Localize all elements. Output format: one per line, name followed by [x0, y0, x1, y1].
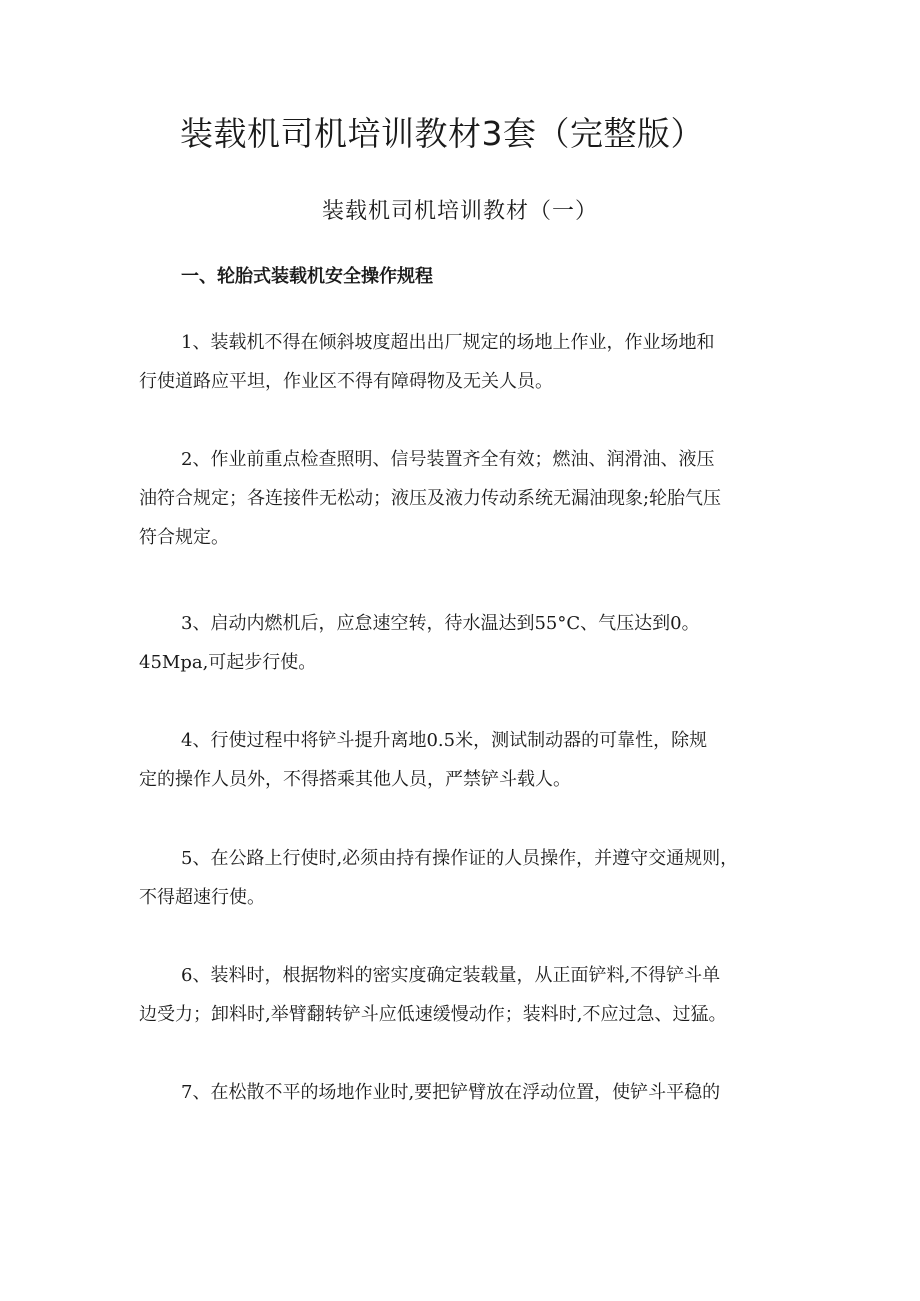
- paragraph-6: [139, 956, 799, 1034]
- paragraph-line: 行使道路应平坦，作业区不得有障碍物及无关人员。: [139, 371, 553, 392]
- paragraph-line: 45Mpa,可起步行使。: [139, 652, 317, 673]
- paragraph-line: 6、装料时，根据物料的密实度确定装载量，从正面铲料,不得铲斗单: [181, 965, 721, 986]
- paragraph-1: [139, 323, 799, 401]
- paragraph-5: [139, 839, 799, 917]
- paragraph-7: [139, 1073, 799, 1112]
- paragraph-4: [139, 721, 799, 799]
- paragraph-3: [139, 604, 799, 682]
- paragraph-line: 7、在松散不平的场地作业时,要把铲臂放在浮动位置，使铲斗平稳的: [181, 1082, 721, 1103]
- paragraph-line: 5、在公路上行使时,必须由持有操作证的人员操作，并遵守交通规则，: [181, 848, 739, 869]
- paragraph-line: 定的操作人员外，不得搭乘其他人员，严禁铲斗载人。: [139, 769, 571, 790]
- paragraph-line: 边受力；卸料时,举臂翻转铲斗应低速缓慢动作；装料时,不应过急、过猛。: [139, 1004, 727, 1025]
- paragraph-line: 油符合规定；各连接件无松动；液压及液力传动系统无漏油现象;轮胎气压: [139, 488, 722, 509]
- paragraph-2: [139, 440, 799, 557]
- paragraph-line: 符合规定。: [139, 527, 229, 548]
- paragraph-line: 4、行使过程中将铲斗提升离地0.5米，测试制动器的可靠性，除规: [181, 730, 708, 751]
- paragraph-line: 3、启动内燃机后，应怠速空转，待水温达到55°C、气压达到0。: [181, 613, 700, 634]
- section-heading: 一、轮胎式装载机安全操作规程: [181, 266, 433, 287]
- paragraph-line: 2、作业前重点检查照明、信号装置齐全有效；燃油、润滑油、液压: [181, 449, 715, 470]
- paragraph-line: 不得超速行使。: [139, 887, 265, 908]
- paragraph-line: 1、装载机不得在倾斜坡度超出出厂规定的场地上作业，作业场地和: [181, 332, 715, 353]
- document-title: 装载机司机培训教材3套（完整版）: [180, 114, 704, 153]
- document-subtitle: 装载机司机培训教材（一）: [321, 199, 598, 224]
